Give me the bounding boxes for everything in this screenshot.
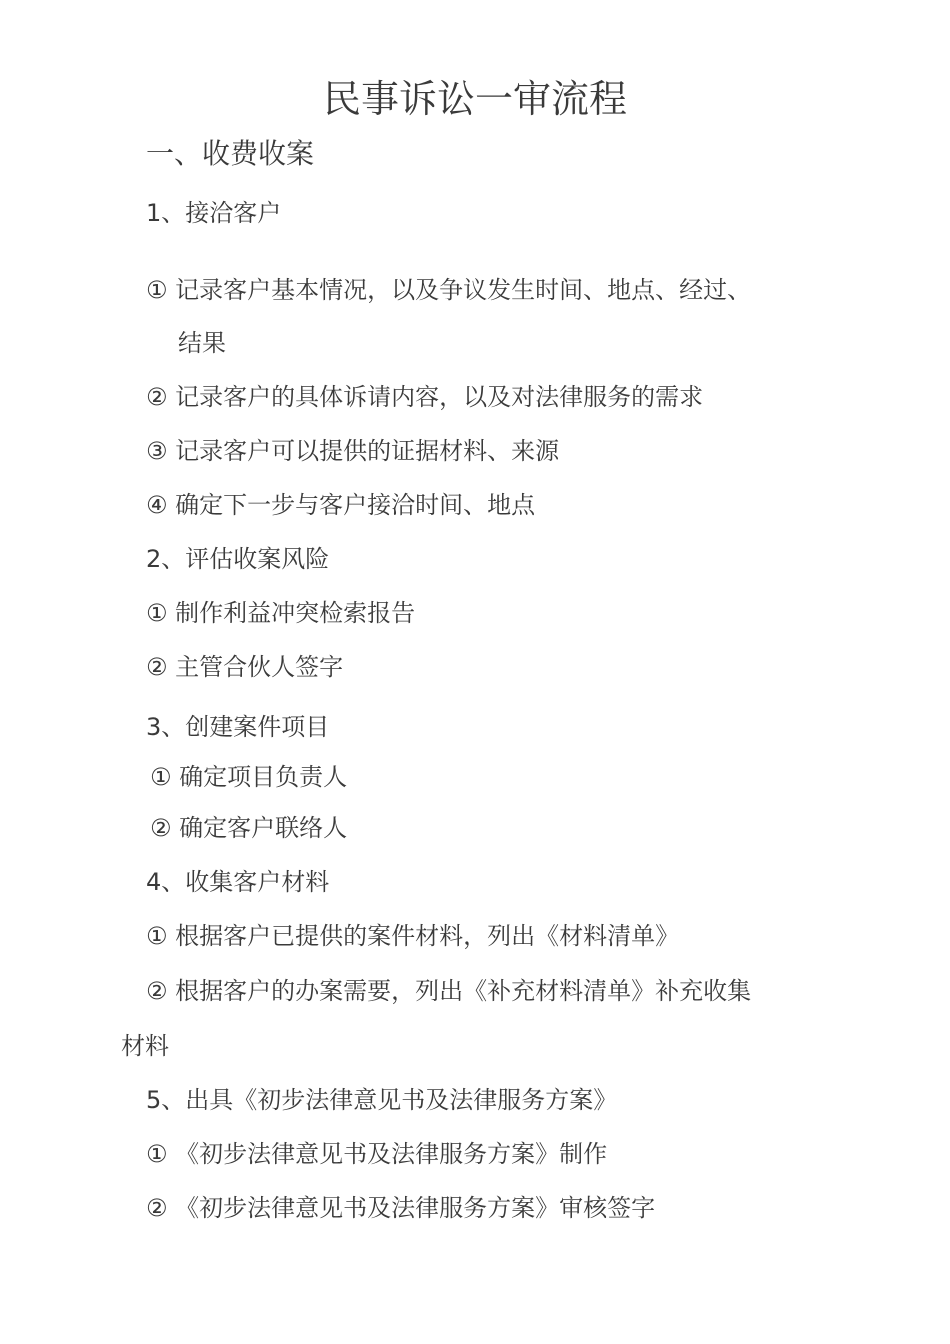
step-4-item-2-line-1: ② 根据客户的办案需要，列出《补充材料清单》补充收集 xyxy=(146,977,752,1005)
step-1-heading: 1、接洽客户 xyxy=(146,199,282,227)
step-2-item-2: ② 主管合伙人签字 xyxy=(146,653,344,681)
step-4-item-2-line-2: 材料 xyxy=(121,1032,169,1060)
step-3-heading: 3、创建案件项目 xyxy=(146,713,330,741)
step-5-item-2: ② 《初步法律意见书及法律服务方案》审核签字 xyxy=(146,1194,656,1222)
section-heading-1: 一、收费收案 xyxy=(146,137,315,170)
step-4-item-1: ① 根据客户已提供的案件材料，列出《材料清单》 xyxy=(146,922,680,950)
step-1-item-3: ③ 记录客户可以提供的证据材料、来源 xyxy=(146,437,560,465)
step-2-heading: 2、评估收案风险 xyxy=(146,545,330,573)
step-3-item-1: ① 确定项目负责人 xyxy=(150,763,348,791)
step-5-heading: 5、出具《初步法律意见书及法律服务方案》 xyxy=(146,1086,618,1114)
step-2-item-1: ① 制作利益冲突检索报告 xyxy=(146,599,416,627)
document-title: 民事诉讼一审流程 xyxy=(322,77,627,121)
step-4-heading: 4、收集客户材料 xyxy=(146,868,330,896)
step-3-item-2: ② 确定客户联络人 xyxy=(150,814,348,842)
step-5-item-1: ① 《初步法律意见书及法律服务方案》制作 xyxy=(146,1140,608,1168)
step-1-item-2: ② 记录客户的具体诉请内容，以及对法律服务的需求 xyxy=(146,383,704,411)
step-1-item-1-line-2: 结果 xyxy=(178,329,226,357)
step-1-item-1-line-1: ① 记录客户基本情况，以及争议发生时间、地点、经过、 xyxy=(146,276,752,304)
step-1-item-4: ④ 确定下一步与客户接洽时间、地点 xyxy=(146,491,536,519)
